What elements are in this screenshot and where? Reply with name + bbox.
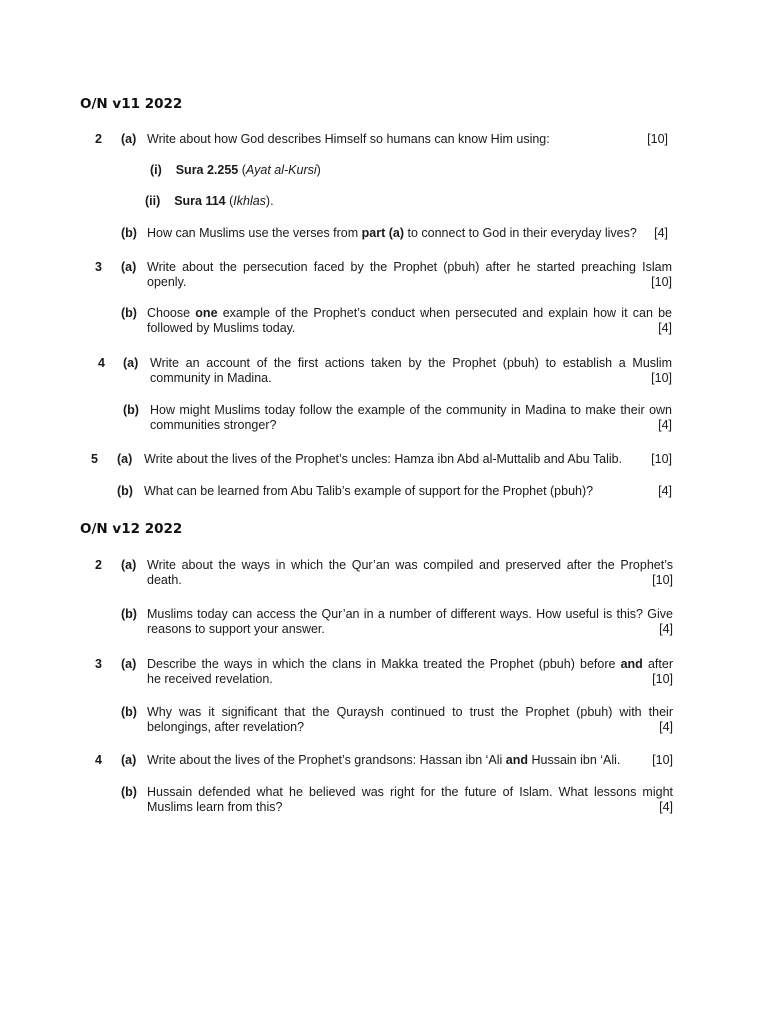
emphasis: and [620, 657, 643, 671]
part-label: (a) [121, 657, 137, 671]
mark-allocation: [4] [658, 418, 672, 432]
part-label: (b) [121, 607, 137, 621]
subpart-label: (i) [150, 163, 162, 177]
mark-allocation: [10] [652, 573, 673, 587]
question-number: 4 [98, 356, 105, 370]
text: he received revelation. [147, 672, 273, 686]
mark-allocation: [4] [659, 800, 673, 814]
text: Muslims learn from this? [147, 800, 283, 814]
text: community in Madina. [150, 371, 272, 385]
question-text [150, 403, 672, 433]
text-line: Why was it significant that the Quraysh continued to trust the Prophet (pbuh) with their [147, 705, 673, 719]
question-number: 3 [95, 657, 102, 671]
mark-allocation: [10] [651, 452, 672, 466]
question-text: What can be learned from Abu Talib’s example of support for the Prophet (pbuh)? [144, 484, 594, 498]
text: example of the Prophet’s conduct when persecuted and explain how it can be [217, 306, 673, 320]
text-line: Muslims today can access the Qur’an in a number of different ways. How useful is this? Give [147, 607, 673, 621]
question-text [147, 657, 673, 687]
question-number: 4 [95, 753, 102, 767]
sura-reference: Sura 2.255 [175, 163, 239, 177]
part-label: (a) [117, 452, 133, 466]
subpart-i [150, 163, 321, 178]
section-heading-v12: O/N v12 2022 [80, 521, 183, 537]
text-line: Write about the ways in which the Qur’an was compiled and preserved after the Prophet’s [147, 558, 673, 572]
question-text [150, 356, 672, 386]
text: communities stronger? [150, 418, 277, 432]
mark-allocation: [10] [651, 371, 672, 385]
question-number: 2 [95, 558, 102, 572]
text: ) [316, 163, 321, 177]
text-line [147, 800, 673, 815]
text-line: How might Muslims today follow the example of the community in Madina to make their own [150, 403, 672, 417]
text-line [147, 657, 673, 672]
text-line [147, 672, 673, 687]
text: How can Muslims use the verses from [147, 226, 362, 240]
text-line [150, 371, 672, 386]
question-text [147, 753, 627, 768]
part-label: (a) [123, 356, 139, 370]
part-label: (a) [121, 558, 137, 572]
question-text [147, 705, 673, 735]
mark-allocation: [4] [659, 622, 673, 636]
mark-allocation: [4] [659, 720, 673, 734]
section-heading-v11: O/N v11 2022 [80, 96, 183, 112]
text-line [147, 275, 672, 290]
text-line: Hussain defended what he believed was right for the future of Islam. What lessons might [147, 785, 673, 799]
text: reasons to support your answer. [147, 622, 325, 636]
question-text [147, 607, 673, 637]
subpart-ii [145, 194, 274, 209]
text: belongings, after revelation? [147, 720, 305, 734]
mark-allocation: [4] [654, 226, 668, 240]
question-text [147, 226, 647, 241]
part-label: (b) [121, 226, 137, 240]
text: ). [265, 194, 274, 208]
question-number: 2 [95, 132, 102, 146]
question-text [147, 260, 672, 290]
emphasis: one [195, 306, 218, 320]
part-label: (b) [121, 705, 137, 719]
text: ( [238, 163, 246, 177]
part-label: (b) [121, 785, 137, 799]
part-label: (b) [117, 484, 133, 498]
emphasis: and [505, 753, 528, 767]
text: openly. [147, 275, 187, 289]
text-line [147, 720, 673, 735]
mark-allocation: [10] [647, 132, 668, 146]
text: to connect to God in their everyday lives? [404, 226, 637, 240]
text: Describe the ways in which the clans in Makka treated the Prophet (pbuh) before [147, 657, 621, 671]
question-text: Write about the lives of the Prophet’s uncles: Hamza ibn Abd al-Muttalib and Abu Talib. [144, 452, 623, 466]
question-number: 5 [91, 452, 98, 466]
text-line: Write about the persecution faced by the Prophet (pbuh) after he started preaching Islam [147, 260, 672, 274]
sura-name: Ikhlas [233, 194, 266, 208]
part-label: (b) [123, 403, 139, 417]
text-line [147, 321, 672, 336]
text: Choose [147, 306, 196, 320]
text: followed by Muslims today. [147, 321, 296, 335]
text: Write about the lives of the Prophet’s grandsons: Hassan ibn ‘Ali [147, 753, 506, 767]
mark-allocation: [4] [658, 484, 672, 498]
sura-reference: Sura 114 [174, 194, 226, 208]
text-line [147, 573, 673, 588]
mark-allocation: [4] [658, 321, 672, 335]
emphasis: part (a) [361, 226, 405, 240]
question-text [147, 306, 672, 336]
question-number: 3 [95, 260, 102, 274]
text: Hussain ibn ‘Ali. [528, 753, 621, 767]
part-label: (a) [121, 132, 137, 146]
text: after [642, 657, 673, 671]
question-text [147, 785, 673, 815]
text-line [147, 306, 672, 321]
subpart-label: (ii) [145, 194, 161, 208]
mark-allocation: [10] [652, 672, 673, 686]
text-line [150, 418, 672, 433]
question-text [147, 558, 673, 588]
part-label: (b) [121, 306, 137, 320]
part-label: (a) [121, 753, 137, 767]
text-line: Write an account of the first actions taken by the Prophet (pbuh) to establish a Muslim [150, 356, 672, 370]
part-label: (a) [121, 260, 137, 274]
text: ( [225, 194, 234, 208]
sura-name: Ayat al-Kursi [245, 163, 317, 177]
text-line [147, 622, 673, 637]
mark-allocation: [10] [651, 275, 672, 289]
mark-allocation: [10] [652, 753, 673, 767]
text: death. [147, 573, 182, 587]
question-text: Write about how God describes Himself so humans can know Him using: [147, 132, 550, 146]
